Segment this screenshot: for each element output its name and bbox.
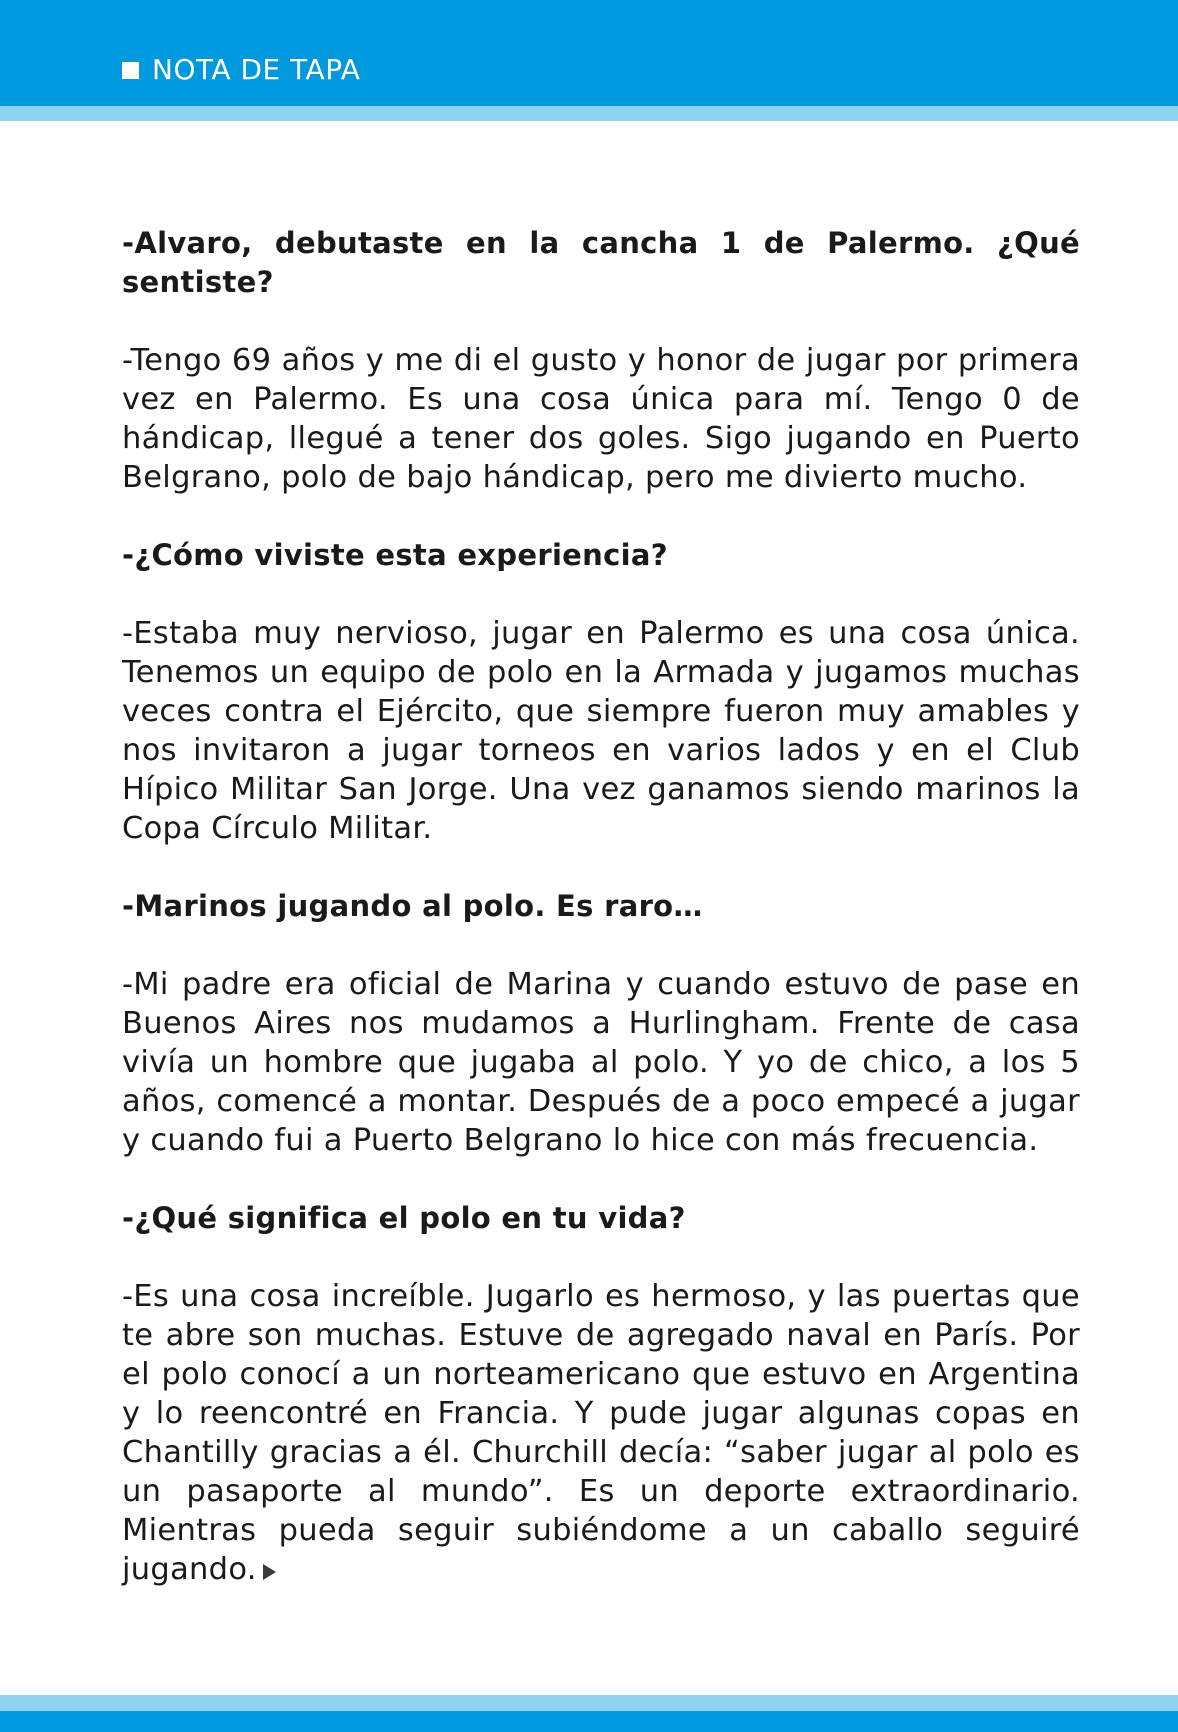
question-3: -Marinos jugando al polo. Es raro…: [122, 889, 703, 923]
question-4: -¿Qué significa el polo en tu vida?: [122, 1201, 686, 1235]
triangle-right-icon: [263, 1564, 276, 1580]
answer-4-text: -Es una cosa increíble. Jugarlo es hermoso, y las puertas que te abre son muchas. Estuve de agregado naval en París. Por el polo conocí a un norteamericano que estuvo en Argentina y lo reencontré en Francia. Y pude jugar algunas copas en Chantilly gracias a él. Churchill decía: “saber jugar al polo es un pasaporte al mundo”. Es un deporte extraordinario. Mientras pueda seguir subiéndome a un caballo seguiré jugando.: [122, 1279, 1080, 1587]
footer-bar: [0, 1711, 1178, 1732]
answer-4: [122, 1277, 1080, 1589]
answer-1: -Tengo 69 años y me di el gusto y honor de jugar por primera vez en Palermo. Es una cosa única para mí. Tengo 0 de hándicap, llegué a tener dos goles. Sigo jugando en Puerto Belgrano, polo de bajo hándicap, pero me divierto mucho.: [122, 343, 1080, 495]
question-1: -Alvaro, debutaste en la cancha 1 de Palermo. ¿Qué sentiste?: [122, 226, 1080, 299]
section-title: NOTA DE TAPA: [152, 53, 361, 86]
header-stripe: [0, 106, 1178, 121]
footer-stripe: [0, 1695, 1178, 1711]
answer-2: -Estaba muy nervioso, jugar en Palermo es una cosa única. Tenemos un equipo de polo en la Armada y jugamos muchas veces contra el Ejército, que siempre fueron muy amables y nos invitaron a jugar torneos en varios lados y en el Club Hípico Militar San Jorge. Una vez ganamos siendo marinos la Copa Círculo Militar.: [122, 616, 1080, 846]
section-label: [122, 50, 360, 90]
answer-3: -Mi padre era oficial de Marina y cuando estuvo de pase en Buenos Aires nos mudamos a Hurlingham. Frente de casa vivía un hombre que jugaba al polo. Y yo de chico, a los 5 años, comencé a montar. Después de a poco empecé a jugar y cuando fui a Puerto Belgrano lo hice con más frecuencia.: [122, 967, 1080, 1158]
question-2: -¿Cómo viviste esta experiencia?: [122, 538, 668, 572]
article-body: [122, 224, 1080, 1628]
square-bullet-icon: [122, 62, 139, 79]
